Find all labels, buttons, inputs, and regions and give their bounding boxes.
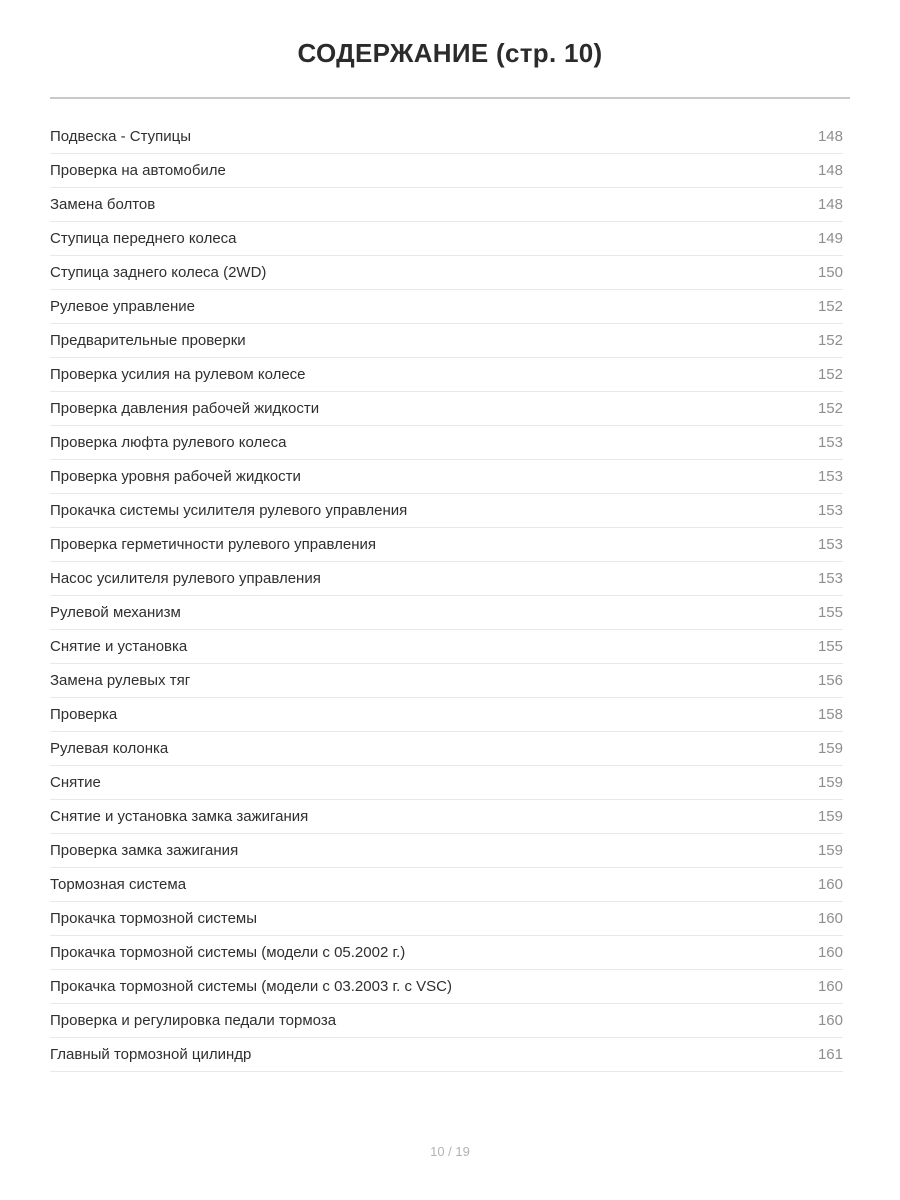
toc-entry-page-number: 153 — [817, 501, 843, 519]
toc-row[interactable] — [50, 256, 843, 290]
toc-entry-title: Проверка — [50, 705, 118, 723]
toc-row[interactable] — [50, 800, 843, 834]
toc-row[interactable] — [50, 936, 843, 970]
toc-row[interactable] — [50, 732, 843, 766]
toc-row[interactable] — [50, 324, 843, 358]
toc-entry-title: Насос усилителя рулевого управления — [50, 569, 321, 587]
toc-row[interactable] — [50, 698, 843, 732]
toc-entry-title: Проверка и регулировка педали тормоза — [50, 1011, 337, 1029]
toc-row[interactable] — [50, 460, 843, 494]
toc-entry-list — [50, 120, 843, 1072]
toc-entry-page-number: 148 — [817, 195, 843, 213]
toc-entry-page-number: 153 — [817, 569, 843, 587]
toc-row[interactable] — [50, 426, 843, 460]
toc-entry-title: Ступица переднего колеса — [50, 229, 237, 247]
toc-entry-title: Проверка уровня рабочей жидкости — [50, 467, 301, 485]
toc-entry-title: Прокачка системы усилителя рулевого управления — [50, 501, 408, 519]
toc-entry-page-number: 160 — [817, 875, 843, 893]
toc-entry-title: Проверка замка зажигания — [50, 841, 239, 859]
toc-row[interactable] — [50, 766, 843, 800]
toc-entry-page-number: 153 — [817, 467, 843, 485]
toc-row[interactable] — [50, 902, 843, 936]
toc-entry-page-number: 156 — [817, 671, 843, 689]
toc-entry-page-number: 148 — [817, 127, 843, 145]
toc-entry-title: Снятие — [50, 773, 101, 791]
toc-entry-title: Рулевой механизм — [50, 603, 181, 621]
toc-entry-title: Проверка люфта рулевого колеса — [50, 433, 287, 451]
toc-entry-title: Главный тормозной цилиндр — [50, 1045, 252, 1063]
toc-entry-page-number: 158 — [817, 705, 843, 723]
page-title: СОДЕРЖАНИЕ (стр. 10) — [297, 38, 603, 68]
toc-entry-page-number: 160 — [817, 909, 843, 927]
toc-row[interactable] — [50, 664, 843, 698]
toc-entry-page-number: 155 — [817, 637, 843, 655]
toc-entry-title: Снятие и установка замка зажигания — [50, 807, 309, 825]
toc-entry-page-number: 159 — [817, 841, 843, 859]
toc-entry-title: Проверка усилия на рулевом колесе — [50, 365, 306, 383]
toc-entry-page-number: 150 — [817, 263, 843, 281]
toc-row[interactable] — [50, 562, 843, 596]
toc-entry-page-number: 160 — [817, 1011, 843, 1029]
toc-entry-title: Прокачка тормозной системы — [50, 909, 258, 927]
toc-row[interactable] — [50, 222, 843, 256]
toc-row[interactable] — [50, 188, 843, 222]
toc-row[interactable] — [50, 596, 843, 630]
toc-entry-title: Проверка на автомобиле — [50, 161, 226, 179]
toc-row[interactable] — [50, 528, 843, 562]
toc-entry-page-number: 152 — [817, 365, 843, 383]
toc-row[interactable] — [50, 290, 843, 324]
title-divider — [50, 97, 850, 99]
toc-row[interactable] — [50, 834, 843, 868]
toc-entry-page-number: 159 — [817, 807, 843, 825]
toc-entry-page-number: 159 — [817, 739, 843, 757]
toc-entry-page-number: 160 — [817, 943, 843, 961]
toc-entry-title: Предварительные проверки — [50, 331, 246, 349]
toc-entry-title: Замена болтов — [50, 195, 156, 213]
toc-entry-title: Прокачка тормозной системы (модели с 05.2002 г.) — [50, 943, 406, 961]
toc-row[interactable] — [50, 494, 843, 528]
toc-entry-title: Рулевая колонка — [50, 739, 169, 757]
toc-entry-page-number: 160 — [817, 977, 843, 995]
toc-entry-title: Тормозная система — [50, 875, 187, 893]
toc-entry-title: Проверка герметичности рулевого управления — [50, 535, 376, 553]
toc-row[interactable] — [50, 154, 843, 188]
toc-entry-page-number: 159 — [817, 773, 843, 791]
toc-entry-title: Прокачка тормозной системы (модели с 03.2003 г. с VSC) — [50, 977, 452, 995]
toc-row[interactable] — [50, 868, 843, 902]
toc-entry-title: Проверка давления рабочей жидкости — [50, 399, 320, 417]
toc-row[interactable] — [50, 970, 843, 1004]
toc-entry-page-number: 149 — [817, 229, 843, 247]
toc-entry-page-number: 148 — [817, 161, 843, 179]
toc-entry-title: Ступица заднего колеса (2WD) — [50, 263, 267, 281]
toc-entry-title: Снятие и установка — [50, 637, 188, 655]
toc-row[interactable] — [50, 392, 843, 426]
toc-entry-page-number: 152 — [817, 297, 843, 315]
toc-row[interactable] — [50, 1038, 843, 1072]
toc-row[interactable] — [50, 358, 843, 392]
toc-row[interactable] — [50, 630, 843, 664]
toc-entry-page-number: 153 — [817, 535, 843, 553]
toc-row[interactable] — [50, 1004, 843, 1038]
toc-row[interactable] — [50, 120, 843, 154]
toc-entry-title: Замена рулевых тяг — [50, 671, 191, 689]
toc-entry-page-number: 152 — [817, 331, 843, 349]
toc-entry-title: Подвеска - Ступицы — [50, 127, 191, 145]
toc-entry-title: Рулевое управление — [50, 297, 195, 315]
page-indicator: 10 / 19 — [430, 1144, 470, 1159]
toc-entry-page-number: 155 — [817, 603, 843, 621]
toc-entry-page-number: 153 — [817, 433, 843, 451]
toc-entry-page-number: 152 — [817, 399, 843, 417]
toc-entry-page-number: 161 — [817, 1045, 843, 1063]
